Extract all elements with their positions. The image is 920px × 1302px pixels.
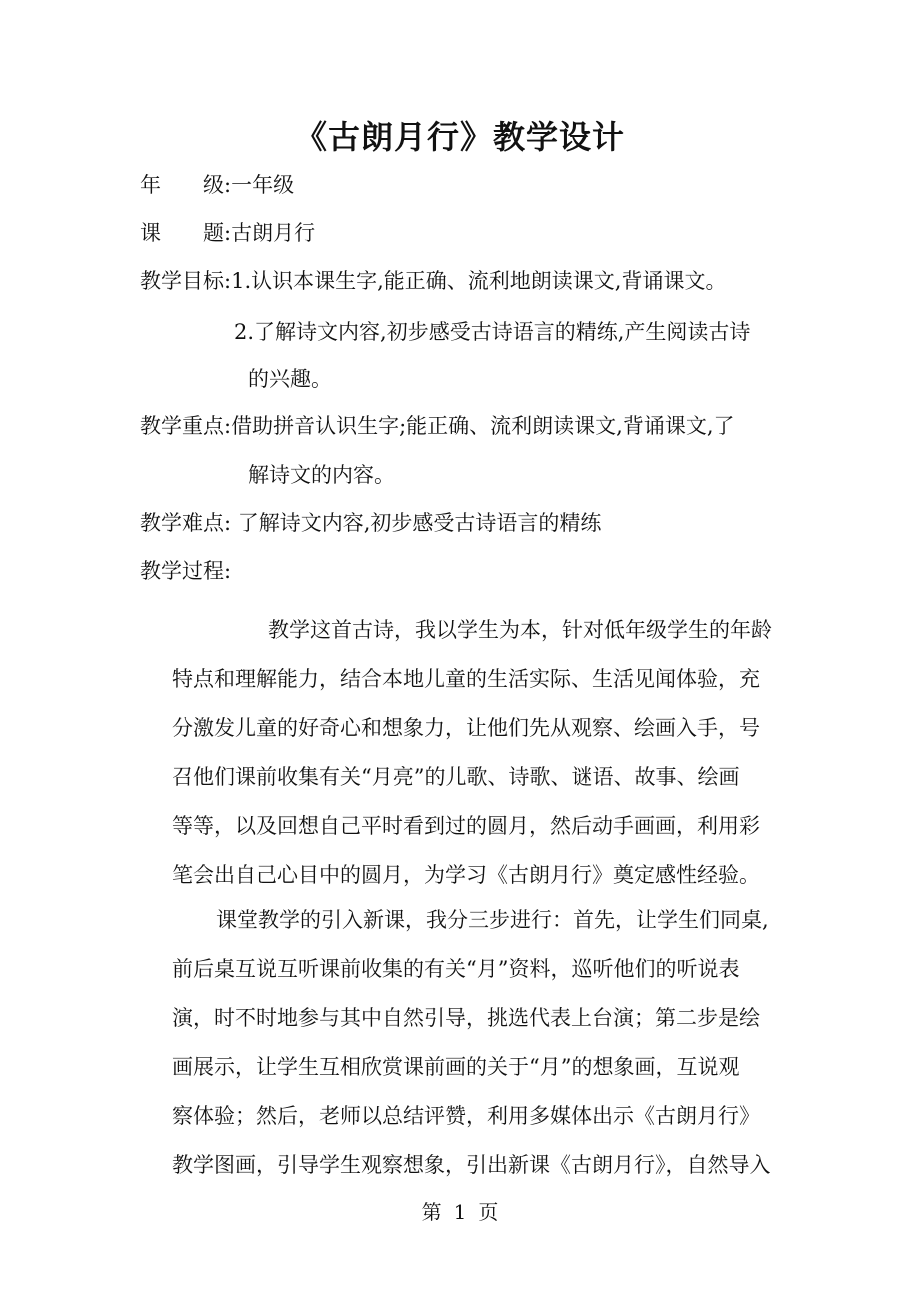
goals-line-2: [234, 317, 750, 347]
paragraph-2-line: 画展示，让学生互相欣赏课前画的关于“月”的想象画，互说观: [172, 1055, 740, 1079]
goals-line-1: [140, 266, 726, 296]
paragraph-1-line: 等等，以及回想自己平时看到过的圆月，然后动手画画，利用彩: [172, 814, 760, 838]
paragraph-2-line: 课堂教学的引入新课，我分三步进行：首先，让学生们同桌,: [216, 908, 769, 932]
grade-line: [140, 170, 294, 200]
paragraph-1-line: 特点和理解能力，结合本地儿童的生活实际、生活见闻体验，充: [172, 667, 760, 691]
paragraph-1: [172, 606, 792, 900]
goals-label: 教学目标:: [140, 269, 232, 293]
paragraph-2-line: 教学图画，引导学生观察想象，引出新课《古朗月行》，自然导入: [172, 1153, 771, 1177]
grade-label: 年 级:: [140, 173, 232, 197]
difficulties-label: 教学难点:: [140, 511, 232, 535]
paragraph-1-line: 笔会出自己心目中的圆月，为学习《古朗月行》奠定感性经验。: [172, 863, 760, 887]
process-line: [140, 556, 231, 586]
key-points-line-2: [248, 460, 395, 490]
goals-item-1: 1.认识本课生字,能正确、流利地朗读课文,背诵课文。: [231, 269, 727, 293]
footer-prefix: 第: [421, 1200, 442, 1224]
process-label: 教学过程:: [140, 559, 232, 583]
difficulties-text: 了解诗文内容,初步感受古诗语言的精练: [231, 511, 602, 535]
goals-line-3: [248, 364, 332, 394]
key-points-line-1: [140, 411, 735, 441]
key-points-label: 教学重点:: [140, 414, 232, 438]
grade-value: 一年级: [231, 173, 295, 197]
topic-line: [140, 218, 315, 248]
paragraph-2-line: 前后桌互说互听课前收集的有关“月”资料，巡听他们的听说表: [172, 957, 740, 981]
key-points-text-2: 解诗文的内容。: [248, 463, 395, 487]
paragraph-1-line: 分激发儿童的好奇心和想象力，让他们先从观察、绘画入手，号: [172, 716, 760, 740]
goals-item-2-cont: 的兴趣。: [248, 367, 332, 391]
key-points-text-1: 借助拼音认识生字;能正确、流利朗读课文,背诵课文,了: [231, 414, 735, 438]
page-number: 1: [453, 1200, 467, 1224]
difficulties-line: [140, 508, 601, 538]
goals-item-2: 2.了解诗文内容,初步感受古诗语言的精练,产生阅读古诗: [234, 320, 751, 344]
paragraph-2-line: 演，时不时地参与其中自然引导，挑选代表上台演；第二步是绘: [172, 1006, 760, 1030]
paragraph-2: [172, 896, 792, 1190]
paragraph-1-line: 教学这首古诗，我以学生为本，针对低年级学生的年龄: [268, 618, 772, 642]
document-title: 《古朗月行》教学设计: [294, 118, 625, 156]
topic-label: 课 题:: [140, 221, 232, 245]
footer-suffix: 页: [478, 1200, 499, 1224]
paragraph-2-line: 察体验；然后，老师以总结评赞，利用多媒体出示《古朗月行》: [172, 1104, 760, 1128]
topic-value: 古朗月行: [231, 221, 316, 245]
paragraph-1-line: 召他们课前收集有关“月亮”的儿歌、诗歌、谜语、故事、绘画: [172, 765, 740, 789]
page-footer: [0, 1196, 920, 1225]
